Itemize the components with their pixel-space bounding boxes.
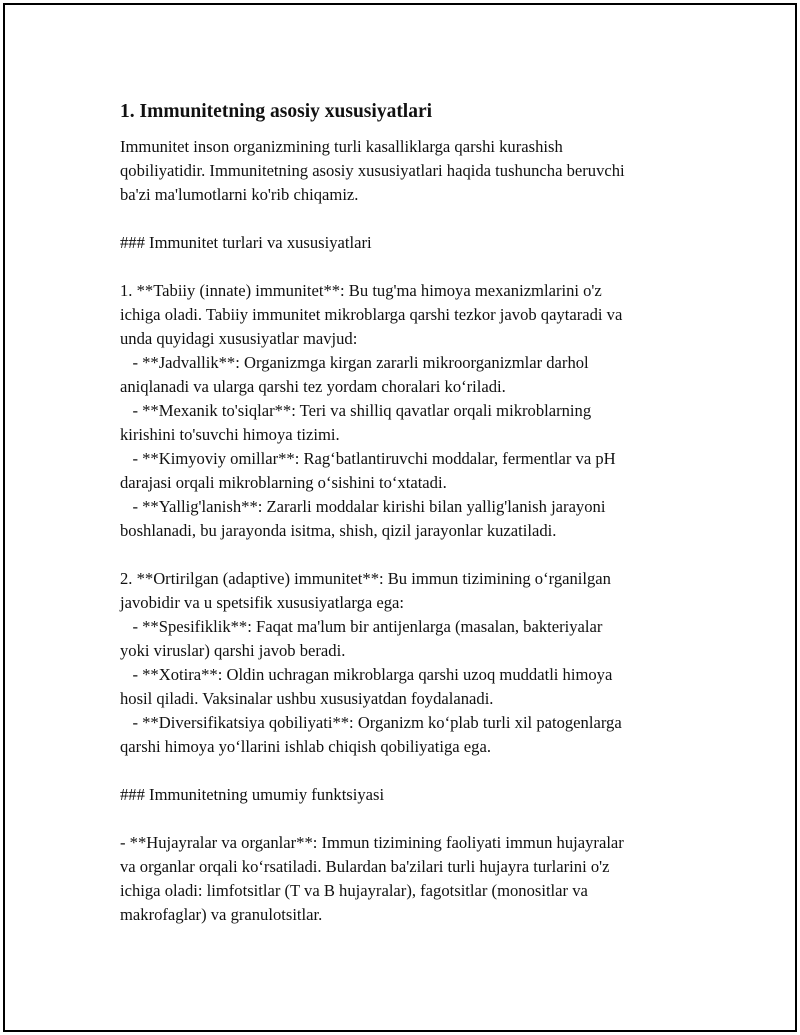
document-page (3, 3, 797, 1032)
spacer (120, 207, 695, 231)
section-heading-types: ### Immunitet turlari va xususiyatlari (120, 233, 372, 252)
cells-organs-item: - **Hujayralar va organlar**: Immun tizimining faoliyati immun hujayralar va organlar orqali ko‘rsatiladi. Bulardan ba'zilari turli hujayra turlarini o'z ichiga oladi: limfotsitlar (T va B hujayralar), fagotsitlar (monositlar va makrofaglar) va granulotsitlar. (120, 833, 624, 924)
spacer (120, 759, 695, 783)
intro-paragraph: Immunitet inson organizmining turli kasalliklarga qarshi kurashish qobiliyatidir. Immunitetning asosiy xususiyatlari haqida tushuncha beruvchi ba'zi ma'lumotlarni ko'rib chiqamiz. (120, 137, 625, 204)
section-heading-functions: ### Immunitetning umumiy funktsiyasi (120, 785, 385, 804)
spacer (120, 807, 695, 831)
spacer (120, 543, 695, 567)
document-body (120, 99, 695, 927)
adaptive-immunity-item: 2. **Ortirilgan (adaptive) immunitet**: Bu immun tizimining o‘rganilgan javobidir va u spetsifik xususiyatlarga ega: - **Spesifiklik**: Faqat ma'lum bir antijenlarga (masalan, bakteriyalar yoki viruslar) qarshi javob beradi. - **Xotira**: Oldin uchragan mikroblarga qarshi uzoq muddatli himoya hosil qiladi. Vaksinalar ushbu xususiyatdan foydalanadi. - **Diversifikatsiya qobiliyati**: Organizm ko‘plab turli xil patogenlarga qarshi himoya yo‘llarini ishlab chiqish qobiliyatiga ega. (120, 569, 622, 756)
innate-immunity-item: 1. **Tabiiy (innate) immunitet**: Bu tug'ma himoya mexanizmlarini o'z ichiga oladi. Tabiiy immunitet mikroblarga qarshi tezkor javob qaytaradi va unda quyidagi xususiyatlar mavjud: - **Jadvallik**: Organizmga kirgan zararli mikroorganizmlar darhol aniqlanadi va ularga qarshi tez yordam choralari ko‘riladi. - **Mexanik to'siqlar**: Teri va shilliq qavatlar orqali mikroblarning kirishini to'suvchi himoya tizimi. - **Kimyoviy omillar**: Rag‘batlantiruvchi moddalar, fermentlar va pH darajasi orqali mikroblarning o‘sishini to‘xtatadi. - **Yallig'lanish**: Zararli moddalar kirishi bilan yallig'lanish jarayoni boshlanadi, bu jarayonda isitma, shish, qizil jarayonlar kuzatiladi. (120, 281, 623, 540)
document-title: 1. Immunitetning asosiy xususiyatlari (120, 101, 433, 122)
spacer (120, 255, 695, 279)
